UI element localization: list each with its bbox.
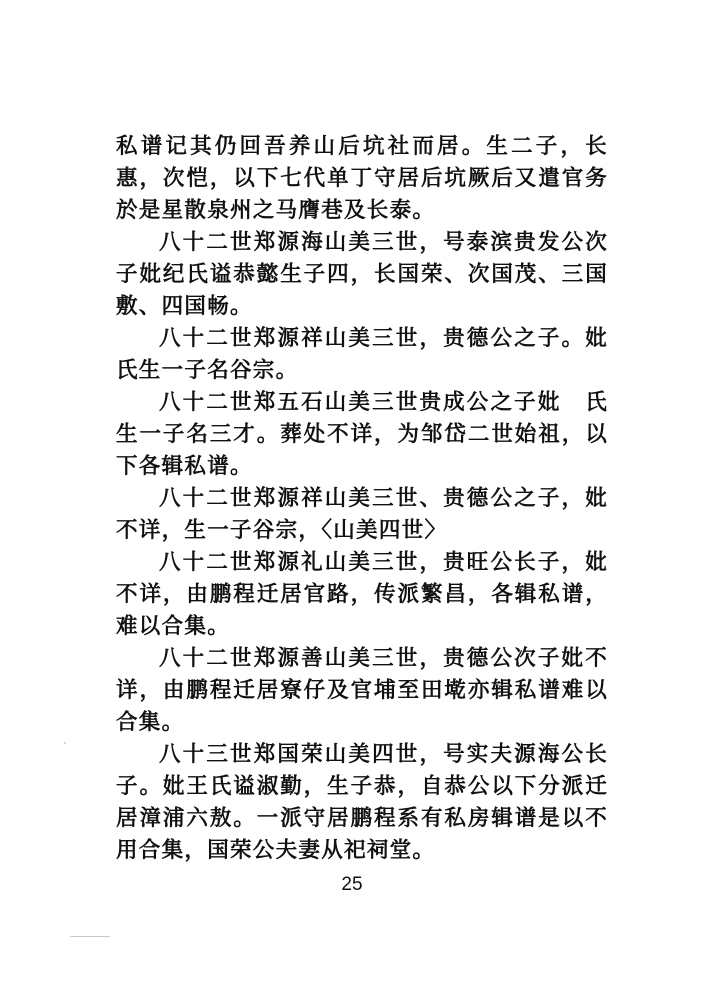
paragraph-7: 八十二世郑源善山美三世，贵德公次子妣不详，由鹏程迁居寮仔及官埔至田墘亦辑私谱难以合集。 (116, 646, 608, 735)
paragraph-6: 八十二世郑源礼山美三世，贵旺公长子，妣不详，由鹏程迁居官路，传派繁昌，各辑私谱，难以合集。 (116, 550, 608, 639)
paragraph-8: 八十三世郑国荣山美四世，号实夫源海公长子。妣王氏谥淑勤，生子恭，自恭公以下分派迁居漳浦六敖。一派守居鹏程系有私房辑谱是以不用合集，国荣公夫妻从祀祠堂。 (116, 742, 608, 863)
paragraph-2: 八十二世郑源海山美三世，号泰滨贵发公次子妣纪氏谥恭懿生子四，长国荣、次国茂、三国敷、四国畅。 (116, 230, 608, 319)
paragraph-5: 八十二世郑源祥山美三世、贵德公之子，妣不详，生一子谷宗，〈山美四世〉 (116, 486, 608, 543)
paragraph-3: 八十二世郑源祥山美三世，贵德公之子。妣 氏生一子名谷宗。 (116, 326, 631, 383)
paragraph-4: 八十二世郑五石山美三世贵成公之子妣 氏生一子名三才。葬处不详，为邹岱二世始祖，以下各辑私谱。 (116, 390, 608, 479)
scan-speck (64, 742, 66, 744)
body-text (116, 131, 631, 867)
page-number: 25 (341, 874, 363, 895)
scan-speck (70, 936, 110, 937)
paragraph-1: 私谱记其仍回吾养山后坑社而居。生二子，长惠，次恺，以下七代单丁守居后坑厥后又遣官务於是星散泉州之马膺巷及长泰。 (116, 134, 608, 223)
